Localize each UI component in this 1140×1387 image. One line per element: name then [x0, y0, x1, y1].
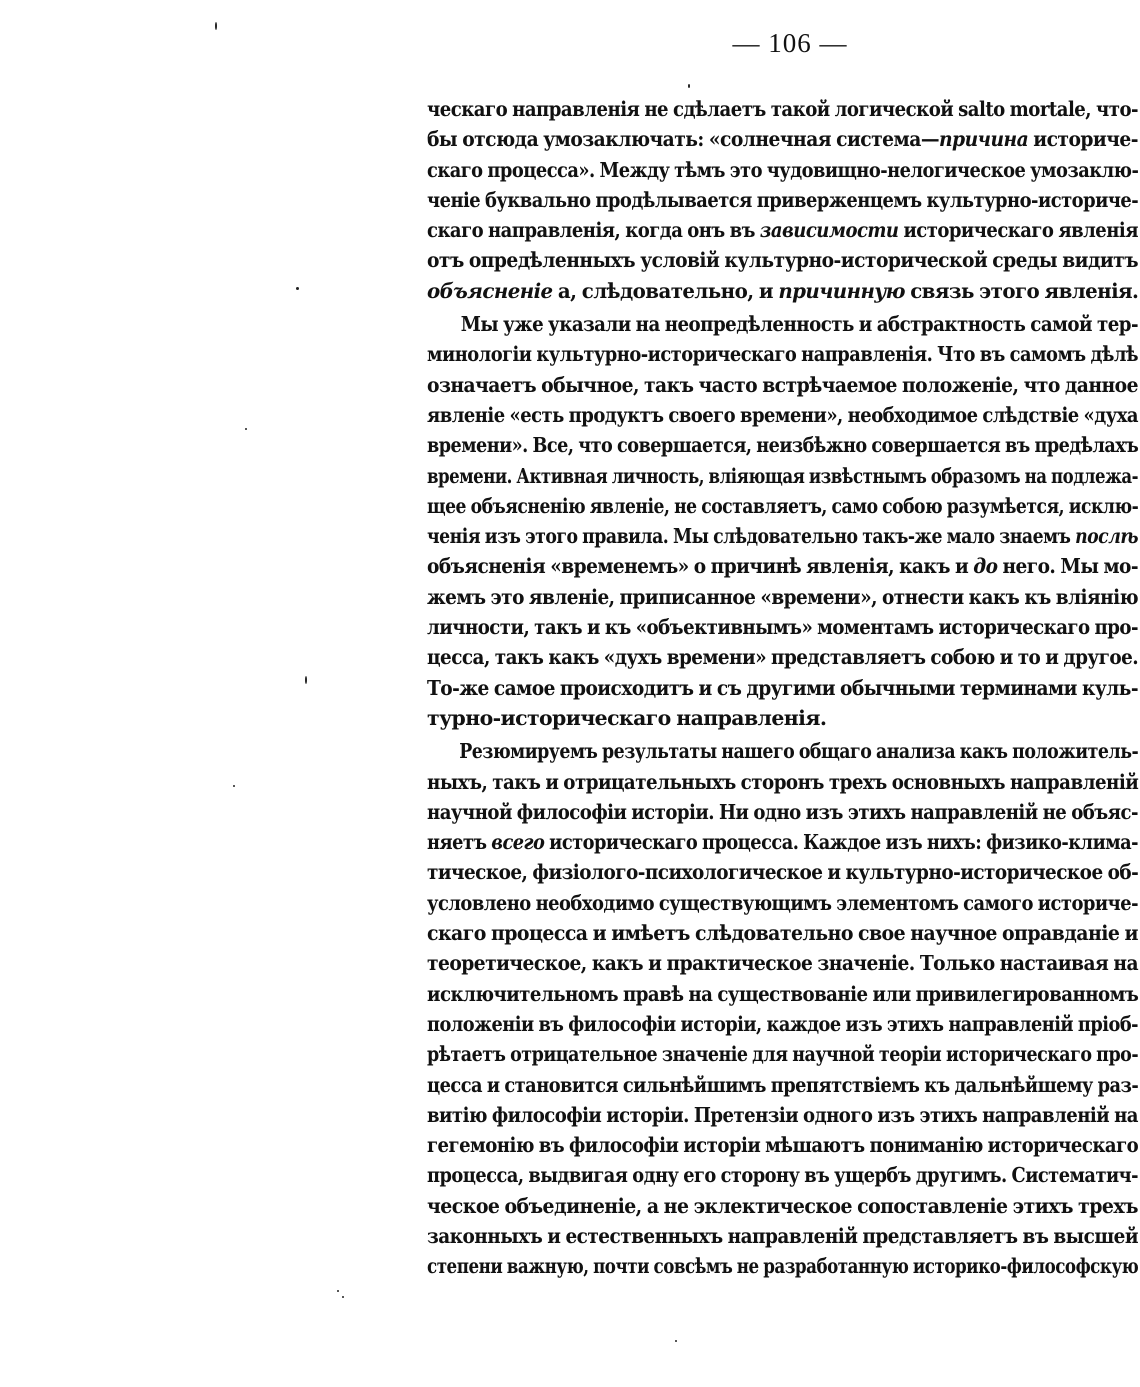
line-text: ченія изъ этого правила. Мы слѣдовательно такъ-же мало знаемъ	[427, 524, 1076, 549]
text-line	[427, 979, 1138, 1009]
scan-speck	[296, 287, 299, 290]
text-line	[427, 797, 1138, 827]
line-text: историческаго явленія	[898, 218, 1138, 243]
line-text: объясненія «временемъ» о причинѣ явленія, какъ и	[427, 554, 974, 579]
text-line	[427, 1009, 1138, 1039]
line-text: цесса и становится сильнѣйшимъ препятствіемъ къ дальнѣйшему раз-	[427, 1072, 1139, 1097]
text-line	[427, 673, 1138, 703]
text-line	[427, 1221, 1138, 1251]
text-line	[427, 461, 1138, 491]
text-line	[427, 1100, 1138, 1130]
line-text: ныхъ, такъ и отрицательныхъ сторонъ трехъ основныхъ направленій	[427, 769, 1139, 794]
text-line	[427, 1160, 1138, 1190]
emphasized-word: зависимости	[759, 218, 899, 243]
line-text: положеніи въ философіи исторіи, каждое изъ этихъ направленій пріоб-	[427, 1011, 1138, 1036]
scan-speck	[215, 22, 217, 30]
emphasized-word: всего	[491, 830, 545, 855]
text-line	[427, 276, 1138, 306]
text-line	[427, 827, 1138, 857]
line-text: означаетъ обычное, такъ часто встрѣчаемое положеніе, что данное	[427, 372, 1138, 397]
text-line	[427, 918, 1138, 948]
text-line	[427, 857, 1138, 887]
line-text: степени важную, почти совсѣмъ не разработанную историко-философскую	[427, 1254, 1139, 1279]
text-line	[427, 1251, 1138, 1281]
line-text: Резюмируемъ результаты нашего общаго анализа какъ положитель-	[459, 739, 1139, 764]
paragraph	[427, 736, 1140, 1281]
text-line	[427, 888, 1138, 918]
emphasized-word: объясненіе	[427, 278, 553, 303]
line-text: ченіе буквально продѣлывается приверженцемъ культурно-историче-	[427, 187, 1139, 212]
text-line	[427, 1130, 1138, 1160]
line-text: щее объясненію явленіе, не составляетъ, само собою разумѣется, исклю-	[427, 493, 1139, 518]
emphasized-word: причинную	[778, 278, 905, 303]
line-text: времени». Все, что совершается, неизбѣжно совершается въ предѣлахъ	[427, 433, 1139, 458]
line-text: связь этого явленія.	[904, 278, 1139, 303]
text-block	[427, 94, 1140, 1282]
line-text: гегемонію въ философіи исторіи мѣшаютъ пониманію историческаго	[427, 1133, 1139, 1158]
text-line	[427, 245, 1138, 275]
line-text: исключительномъ правѣ на существованіе или привилегированномъ	[427, 981, 1139, 1006]
line-text: историческаго процесса. Каждое изъ нихъ: физико-клима-	[544, 830, 1139, 855]
paragraph	[427, 309, 1140, 733]
text-line	[427, 185, 1138, 215]
scan-speck	[337, 1290, 339, 1292]
line-text: личности, такъ и къ «объективнымъ» моментамъ историческаго про-	[427, 615, 1138, 640]
line-text: научной философіи исторіи. Ни одно изъ этихъ направленій не объяс-	[427, 799, 1138, 824]
text-line	[427, 736, 1138, 766]
line-text: времени. Активная личность, вліяющая извѣстнымъ образомъ на подлежа-	[427, 463, 1138, 488]
line-text: скаго процесса и имѣетъ слѣдовательно свое научное оправданіе и	[427, 921, 1138, 946]
scan-speck	[342, 1296, 344, 1298]
line-text: няетъ	[427, 830, 492, 855]
scan-speck	[245, 428, 247, 430]
line-text: турно-историческаго направленія.	[427, 705, 827, 730]
line-text: а, слѣдовательно, и	[552, 278, 779, 303]
line-text: условлено необходимо существующимъ элементомъ самого историче-	[427, 890, 1138, 915]
text-line	[427, 1191, 1138, 1221]
text-line	[427, 642, 1138, 672]
text-line	[427, 612, 1138, 642]
line-text: цесса, такъ какъ «духъ времени» представляетъ собою и то и другое.	[427, 645, 1139, 670]
text-line	[427, 309, 1138, 339]
line-text: бы отсюда умозаключать: «солнечная система—	[427, 127, 939, 152]
text-line	[427, 582, 1138, 612]
line-text: него. Мы мо-	[997, 554, 1139, 579]
line-text: скаго направленія, когда онъ въ	[427, 218, 760, 243]
scan-speck	[305, 676, 307, 684]
line-text: тическое, физіолого-психологическое и культурно-историческое об-	[427, 860, 1139, 885]
text-line	[427, 521, 1138, 551]
scan-speck	[675, 1340, 677, 1342]
line-text: витію философіи исторіи. Претензіи одного изъ этихъ направленій на	[427, 1102, 1138, 1127]
text-line	[427, 400, 1138, 430]
line-text: ческаго направленія не сдѣлаетъ такой логической salto mortale, что-	[427, 97, 1138, 121]
line-text: ческое объединеніе, а не эклектическое сопоставленіе этихъ трехъ	[427, 1193, 1138, 1218]
text-line	[427, 551, 1138, 581]
line-text: законныхъ и естественныхъ направленій представляетъ въ высшей	[427, 1223, 1139, 1248]
text-line	[427, 370, 1138, 400]
text-line	[427, 124, 1138, 154]
line-text: отъ опредѣленныхъ условій культурно-исторической среды видитъ	[427, 248, 1138, 273]
line-text: Мы уже указали на неопредѣленность и абстрактность самой тер-	[460, 312, 1139, 337]
page-number: — 106 —	[732, 28, 848, 58]
emphasized-word: послѣ	[1075, 524, 1138, 549]
line-text: рѣтаетъ отрицательное значеніе для научной теоріи историческаго про-	[427, 1042, 1139, 1067]
text-line	[427, 1070, 1138, 1100]
line-text: процесса, выдвигая одну его сторону въ ущербъ другимъ. Систематич-	[427, 1163, 1138, 1188]
line-text: явленіе «есть продуктъ своего времени», необходимое слѣдствіе «духа	[427, 402, 1138, 427]
line-text: То-же самое происходитъ и съ другими обычными терминами куль-	[427, 675, 1138, 700]
line-text: историче-	[1028, 127, 1138, 152]
scan-speck	[233, 785, 235, 787]
text-line	[427, 948, 1138, 978]
text-line	[427, 767, 1138, 797]
text-line	[427, 1039, 1138, 1069]
line-text: теоретическое, какъ и практическое значеніе. Только настаивая на	[427, 951, 1138, 976]
line-text: жемъ это явленіе, приписанное «времени», отнести какъ къ вліянію	[427, 584, 1138, 609]
line-text: скаго процесса». Между тѣмъ это чудовищно-нелогическое умозаклю-	[427, 157, 1139, 182]
paragraph	[427, 94, 1140, 306]
text-line	[427, 339, 1138, 369]
text-line	[427, 215, 1138, 245]
line-text: минологіи культурно-историческаго направленія. Что въ самомъ дѣлѣ	[427, 342, 1138, 367]
text-line	[427, 703, 1138, 733]
text-line	[427, 491, 1138, 521]
emphasized-word: причина	[938, 127, 1029, 152]
text-line	[427, 155, 1138, 185]
emphasized-word: до	[973, 554, 998, 579]
text-line	[427, 430, 1138, 460]
scan-speck	[688, 84, 690, 88]
text-line	[427, 94, 1138, 124]
